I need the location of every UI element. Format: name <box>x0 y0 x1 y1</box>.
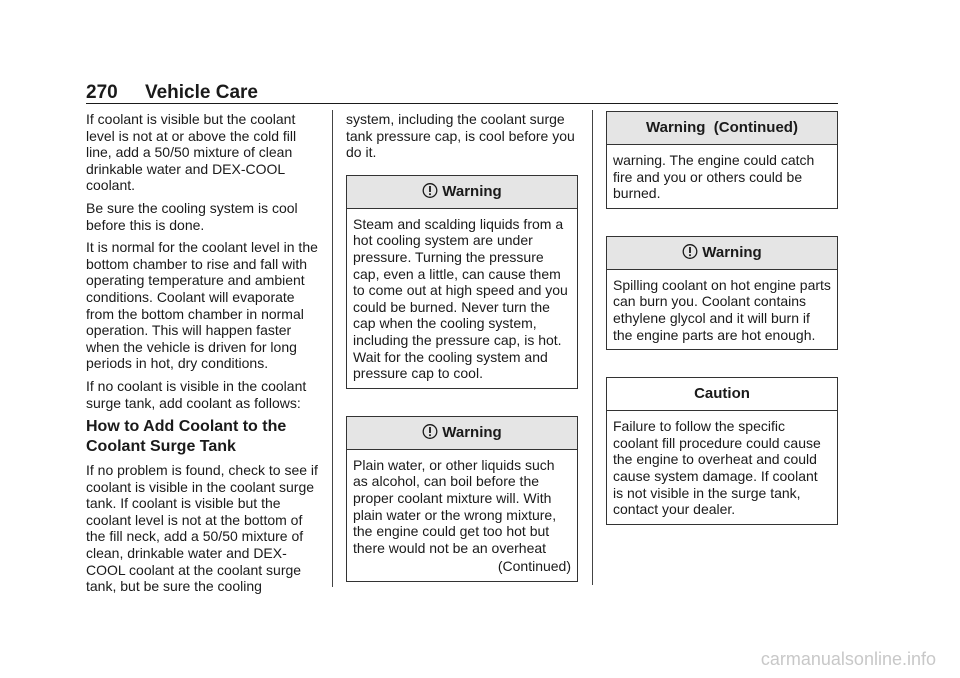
column-1 <box>86 111 322 601</box>
warning-box-steam <box>346 175 578 389</box>
column-divider-2 <box>592 110 593 585</box>
header-rule <box>86 103 838 104</box>
warning-header <box>607 112 837 145</box>
warning-box-plain-water <box>346 416 578 582</box>
warning-icon <box>422 178 438 210</box>
warning-body <box>607 270 837 349</box>
page-number: 270 <box>86 82 118 103</box>
warning-text: warning. The engine could catch fire and you or others could be burned. <box>613 152 815 202</box>
column-3 <box>606 111 838 552</box>
caution-header <box>607 378 837 411</box>
caution-text: Failure to follow the specific coolant fill procedure could cause the engine to overheat and could cause system damage. If coolant is not visible in the surge tank, contact your dealer. <box>613 418 821 518</box>
caution-body <box>607 411 837 524</box>
warning-icon <box>422 419 438 451</box>
warning-header <box>347 176 577 209</box>
paragraph: If no coolant is visible in the coolant surge tank, add coolant as follows: <box>86 377 307 411</box>
warning-header <box>347 417 577 450</box>
paragraph: If no problem is found, check to see if coolant is visible in the coolant surge tank. If coolant is visible but the coolant level is not at the bottom of the fill neck, add a 50/50 mixture of clean, drinkable water and DEX-COOL coolant at the coolant surge tank, but be sure the cooling <box>86 462 318 595</box>
warning-title: Warning <box>442 423 502 441</box>
warning-body <box>607 145 837 208</box>
caution-title: Caution <box>694 385 750 403</box>
warning-text: Plain water, or other liquids such as alcohol, can boil before the proper coolant mixture will. With plain water or the wrong mixture, the engine could get too hot but there would not be an overheat <box>353 456 557 556</box>
paragraph: If coolant is visible but the coolant level is not at or above the cold fill line, add a 50/50 mixture of clean drinkable water and DEX-COOL coolant. <box>86 111 297 194</box>
warning-text: Spilling coolant on hot engine parts can burn you. Coolant contains ethylene glycol and it will burn if the engine parts are hot enough. <box>613 276 831 343</box>
section-title: Vehicle Care <box>144 82 259 103</box>
warning-text: Steam and scalding liquids from a hot cooling system are under pressure. Turning the pressure cap, even a little, can cause them to come out at high speed and you could be burned. Never turn the cap when the cooling system, including the pressure cap, is hot. Wait for the cooling system and pressure cap to cool. <box>353 215 568 382</box>
warning-body <box>347 209 577 388</box>
paragraph: system, including the coolant surge tank pressure cap, is cool before you do it. <box>346 111 575 161</box>
page-header <box>86 82 258 104</box>
paragraph: Be sure the cooling system is cool before this is done. <box>86 199 298 233</box>
section-heading: How to Add Coolant to the Coolant Surge Tank <box>86 418 287 456</box>
warning-body <box>347 450 577 581</box>
column-divider-1 <box>332 110 333 587</box>
continued-label: (Continued) <box>497 558 571 575</box>
warning-title: Warning <box>442 182 502 200</box>
warning-header <box>607 237 837 270</box>
warning-box-spilling <box>606 236 838 350</box>
warning-box-continued <box>606 111 838 209</box>
paragraph: It is normal for the coolant level in the bottom chamber to rise and fall with operating temperature and ambient conditions. Coolant will evaporate from the bottom chamber in normal operation. This will happen faster when the vehicle is driven for long periods in hot, dry conditions. <box>86 239 318 372</box>
watermark: carmanualsonline.info <box>760 649 936 669</box>
caution-box <box>606 377 838 525</box>
warning-title: Warning <box>702 243 762 261</box>
column-2 <box>346 111 578 609</box>
warning-title: Warning (Continued) <box>646 119 798 136</box>
warning-icon <box>682 239 698 271</box>
